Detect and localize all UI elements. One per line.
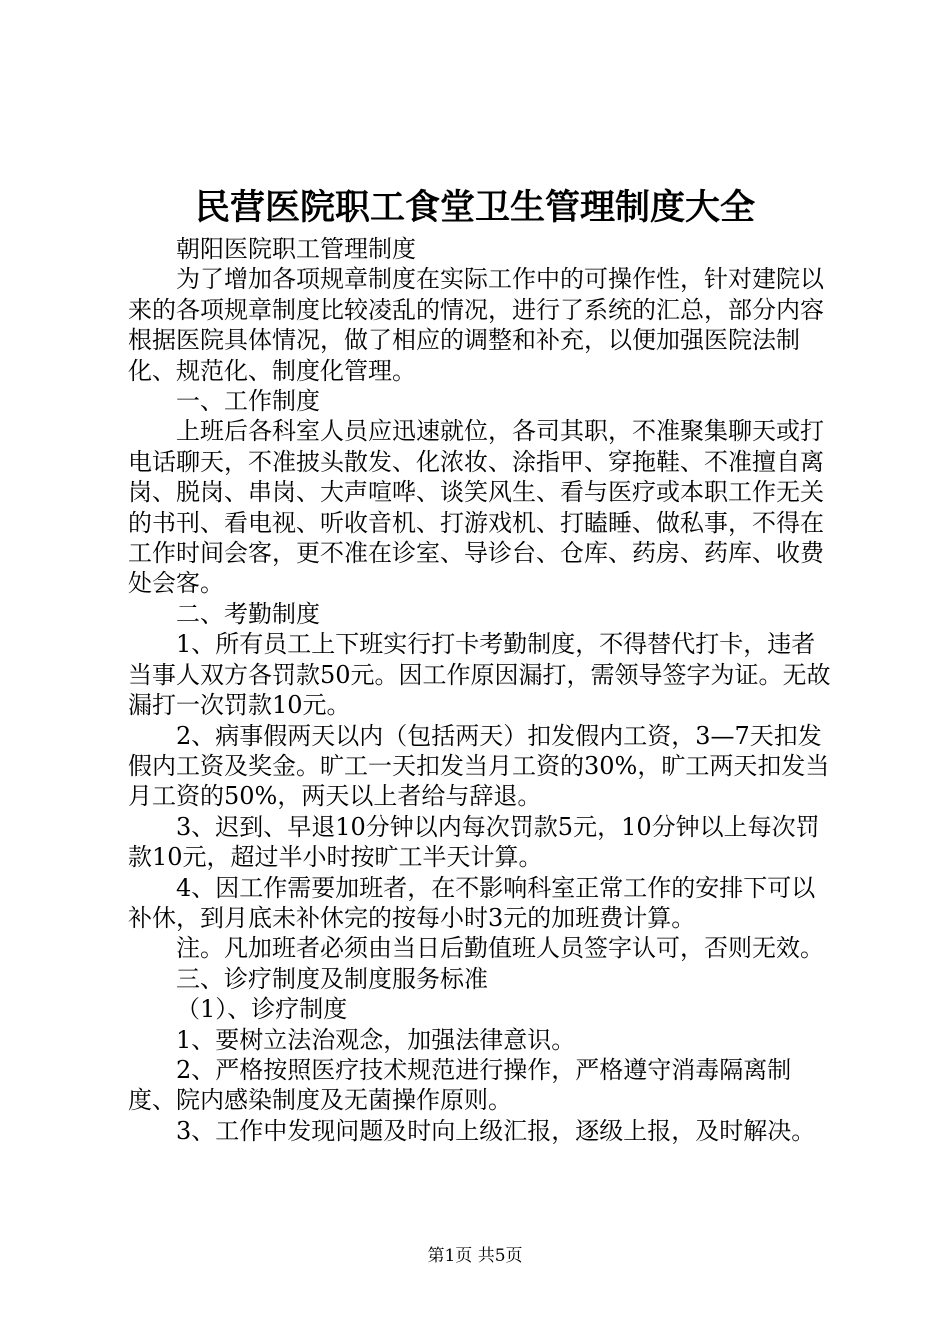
document-title: 民营医院职工食堂卫生管理制度大全	[194, 187, 755, 228]
paragraph-diagnosis-3: 3、工作中发现问题及时向上级汇报，逐级上报，及时解决。	[176, 1116, 816, 1145]
document-body	[128, 234, 834, 1146]
paragraph-attendance-2: 2、病事假两天以内（包括两天）扣发假内工资，3—7天扣发假内工资及奖金。旷工一天扣发当月工资的30%，旷工两天扣发当月工资的50%，两天以上者给与辞退。	[128, 721, 830, 811]
paragraph-attendance-1: 1、所有员工上下班实行打卡考勤制度，不得替代打卡，违者当事人双方各罚款50元。因工作原因漏打，需领导签字为证。无故漏打一次罚款10元。	[128, 630, 831, 720]
paragraph-intro: 为了增加各项规章制度在实际工作中的可操作性，针对建院以来的各项规章制度比较凌乱的情况，进行了系统的汇总，部分内容根据医院具体情况，做了相应的调整和补充，以便加强医院法制化、规范化、制度化管理。	[128, 265, 824, 385]
section-heading-work-rules: 一、工作制度	[176, 387, 320, 416]
paragraph-attendance-3: 3、迟到、早退10分钟以内每次罚款5元，10分钟以上每次罚款10元，超过半小时按旷工半天计算。	[128, 812, 820, 872]
paragraph-diagnosis-1: 1、要树立法治观念，加强法律意识。	[176, 1025, 576, 1054]
section-heading-diagnosis: 三、诊疗制度及制度服务标准	[176, 964, 488, 993]
subsection-heading-diagnosis: （1）、诊疗制度	[176, 995, 348, 1024]
paragraph-subtitle: 朝阳医院职工管理制度	[176, 235, 416, 263]
paragraph-diagnosis-2: 2、严格按照医疗技术规范进行操作，严格遵守消毒隔离制度、院内感染制度及无菌操作原则。	[128, 1055, 792, 1115]
paragraph-attendance-note: 注。凡加班者必须由当日后勤值班人员签字认可，否则无效。	[176, 934, 824, 963]
page-footer: 第1页 共5页	[427, 1246, 523, 1266]
paragraph-work-rules: 上班后各科室人员应迅速就位，各司其职，不准聚集聊天或打电话聊天，不准披头散发、化浓妆、涂指甲、穿拖鞋、不准擅自离岗、脱岗、串岗、大声喧哗、谈笑风生、看与医疗或本职工作无关的书刊、看电视、听收音机、打游戏机、打瞌睡、做私事，不得在工作时间会客，更不准在诊室、导诊台、仓库、药房、药库、收费处会客。	[128, 417, 824, 598]
paragraph-attendance-4: 4、因工作需要加班者，在不影响科室正常工作的安排下可以补休，到月底未补休完的按每小时3元的加班费计算。	[128, 873, 816, 932]
section-heading-attendance: 二、考勤制度	[176, 599, 320, 628]
